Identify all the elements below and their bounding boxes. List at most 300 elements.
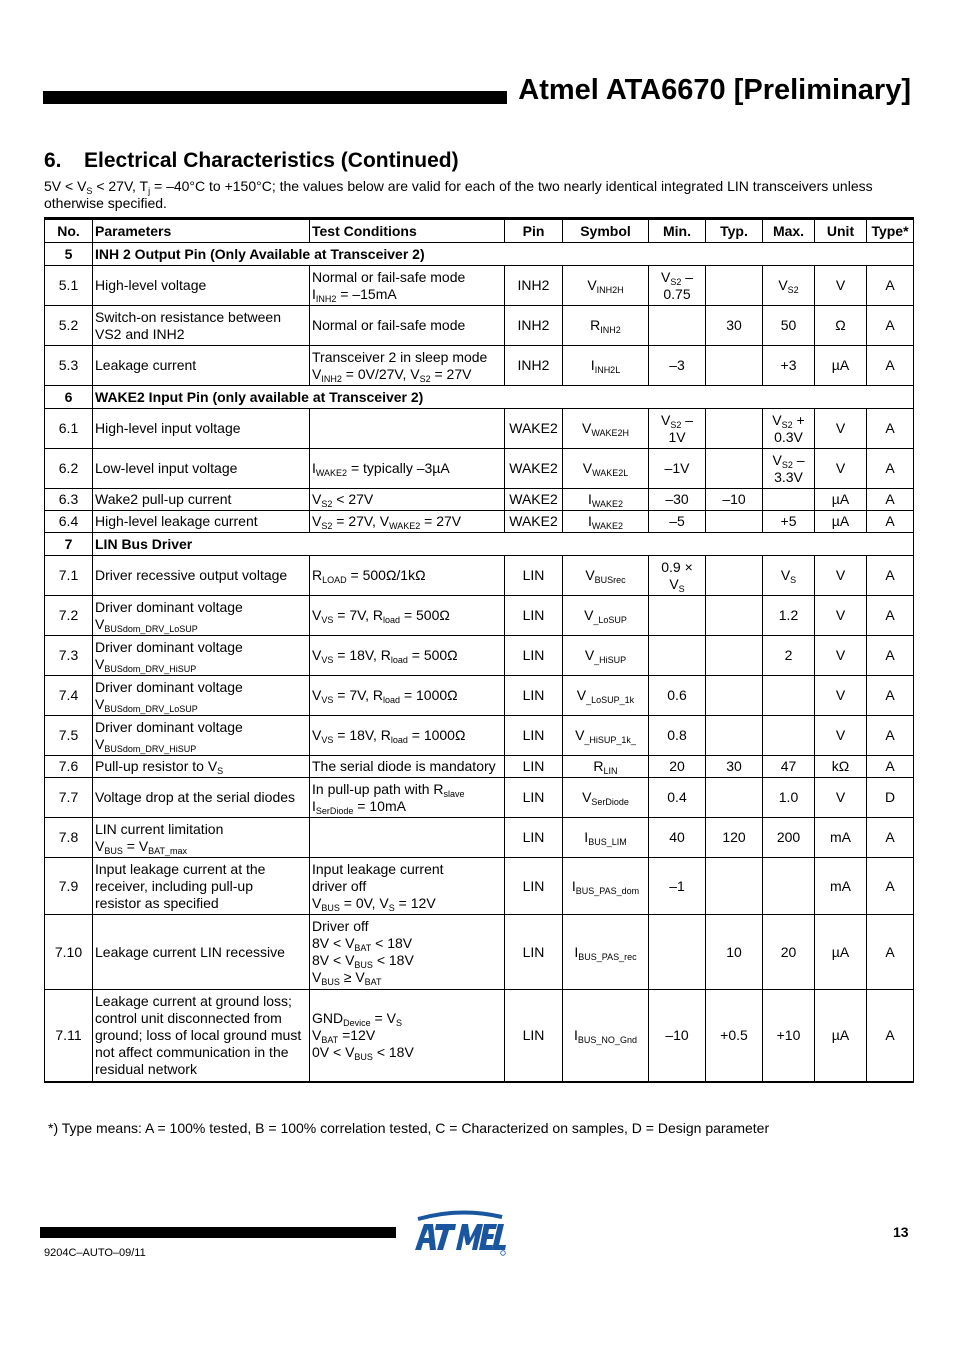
text-segment: I xyxy=(574,1026,578,1043)
subscript: S xyxy=(217,766,224,776)
cell-test-conditions xyxy=(310,716,505,756)
cell-line xyxy=(312,1044,502,1061)
cell-test-conditions xyxy=(310,915,505,990)
subscript: BUSdom_DRV_LoSUP xyxy=(104,703,198,714)
cell-line xyxy=(565,878,646,895)
text-segment: –1V xyxy=(664,460,690,476)
text-segment: 0V < V xyxy=(312,1043,355,1060)
subscript: INH2 xyxy=(315,293,337,304)
cell-parameter xyxy=(93,556,310,596)
text-segment: VS2 and INH2 xyxy=(95,325,185,342)
cell-line xyxy=(565,460,646,477)
subscript: WAKE2 xyxy=(389,521,421,531)
cell-pin: LIN xyxy=(505,818,563,858)
cell-unit: µA xyxy=(815,489,867,511)
cell-line xyxy=(312,1027,502,1044)
cell-parameter xyxy=(93,990,310,1082)
cell-parameter xyxy=(93,449,310,489)
cell-pin: LIN xyxy=(505,756,563,778)
cell-symbol xyxy=(563,596,649,636)
cell-max xyxy=(763,556,815,596)
cell-no: 7.3 xyxy=(45,636,93,676)
cell-line xyxy=(651,429,703,446)
cell-unit: µA xyxy=(815,511,867,533)
text-segment: V xyxy=(575,727,585,743)
text-segment: 2 xyxy=(784,647,793,663)
cell-test-conditions xyxy=(310,818,505,858)
subscript: S2 xyxy=(670,419,682,430)
cell-line xyxy=(565,491,646,508)
section-title-cell: LIN Bus Driver xyxy=(93,533,914,556)
cell-min xyxy=(649,990,706,1082)
cell-max xyxy=(763,915,815,990)
cell-line xyxy=(765,452,812,469)
cell-symbol xyxy=(563,756,649,778)
cell-parameter xyxy=(93,511,310,533)
text-segment: Normal or fail-safe mode xyxy=(312,268,466,285)
text-segment: Leakage current LIN recessive xyxy=(95,943,285,960)
page-number: 13 xyxy=(893,1224,909,1240)
header-rule xyxy=(43,91,507,104)
text-segment: 0.75 xyxy=(663,285,691,302)
cell-line xyxy=(565,758,646,775)
cell-symbol xyxy=(563,676,649,716)
subscript: load xyxy=(390,735,408,745)
table-row xyxy=(45,306,914,346)
cell-no: 7.5 xyxy=(45,716,93,756)
section-number-cell: 6 xyxy=(45,386,93,409)
type-footnote: *) Type means: A = 100% tested, B = 100% correlation tested, C = Characterized on samples, D = Design parameter xyxy=(48,1120,770,1136)
subscript: S2 xyxy=(781,459,793,470)
subscript: SerDiode xyxy=(591,797,629,807)
col-header-unit: Unit xyxy=(815,219,867,243)
text-segment: < 18V xyxy=(372,952,414,968)
cell-line xyxy=(765,357,812,374)
cell-typ xyxy=(706,346,763,386)
cell-max xyxy=(763,409,815,449)
cell-line xyxy=(651,559,703,576)
cell-line xyxy=(565,357,646,374)
cell-parameter xyxy=(93,346,310,386)
text-segment: I xyxy=(587,513,592,529)
text-segment: –10 xyxy=(722,491,746,507)
cell-min xyxy=(649,778,706,818)
cell-line xyxy=(765,607,812,624)
cell-test-conditions xyxy=(310,596,505,636)
cell-no: 7.8 xyxy=(45,818,93,858)
cell-unit: µA xyxy=(815,990,867,1082)
text-segment: < 18V xyxy=(371,935,413,951)
cell-line xyxy=(95,1010,307,1027)
text-segment: V xyxy=(95,735,105,752)
cell-line xyxy=(95,567,307,584)
cell-max xyxy=(763,511,815,533)
cell-line xyxy=(95,357,307,374)
cell-parameter xyxy=(93,266,310,306)
cell-unit: µA xyxy=(815,346,867,386)
text-segment: V xyxy=(312,687,322,703)
text-segment: R xyxy=(593,758,604,774)
subscript: slave xyxy=(443,788,465,799)
text-segment: GND xyxy=(312,1009,344,1026)
cell-line xyxy=(312,727,502,744)
text-segment: 30 xyxy=(726,758,742,774)
text-segment: Normal or fail-safe mode xyxy=(312,317,466,333)
cell-parameter xyxy=(93,818,310,858)
text-segment: I xyxy=(590,357,595,373)
text-segment: V xyxy=(576,687,587,703)
cell-line xyxy=(95,616,307,633)
subscript: load xyxy=(390,655,408,665)
text-segment: I xyxy=(587,491,592,507)
cell-max xyxy=(763,266,815,306)
cell-line xyxy=(565,687,646,704)
text-segment: +3 xyxy=(780,357,797,373)
cell-min xyxy=(649,915,706,990)
table-row xyxy=(45,596,914,636)
text-segment: + xyxy=(792,411,805,428)
cell-max xyxy=(763,346,815,386)
cell-unit: kΩ xyxy=(815,756,867,778)
text-segment: 8V < V xyxy=(312,935,355,951)
cell-type: A xyxy=(867,915,914,990)
text-segment: 120 xyxy=(722,829,746,845)
subscript: VS xyxy=(321,695,334,705)
subscript: LOAD xyxy=(322,575,347,585)
electrical-characteristics-table xyxy=(44,217,914,1083)
text-segment: V xyxy=(581,420,592,436)
text-segment: High-level voltage xyxy=(95,277,207,293)
cell-line xyxy=(312,349,502,366)
cell-line xyxy=(95,758,307,775)
table-row xyxy=(45,346,914,386)
atmel-logo xyxy=(412,1210,508,1256)
text-segment: = 500Ω xyxy=(407,647,458,663)
text-segment: In pull-up path with R xyxy=(312,780,444,797)
subscript: S xyxy=(388,902,395,913)
text-segment: Driver dominant voltage xyxy=(95,598,243,615)
cell-typ xyxy=(706,489,763,511)
cell-type: A xyxy=(867,449,914,489)
text-segment: V xyxy=(660,411,671,428)
text-segment: Low-level input voltage xyxy=(95,460,238,476)
cell-symbol xyxy=(563,858,649,915)
text-segment: –10 xyxy=(665,1026,689,1043)
cell-test-conditions xyxy=(310,409,505,449)
table-row xyxy=(45,858,914,915)
cell-line xyxy=(651,412,703,429)
text-segment: V xyxy=(312,491,322,507)
subscript: S2 xyxy=(670,276,682,287)
cell-min xyxy=(649,511,706,533)
col-header-typ: Typ. xyxy=(706,219,763,243)
section-title-cell: INH 2 Output Pin (Only Available at Transceiver 2) xyxy=(93,243,914,266)
cell-typ xyxy=(706,449,763,489)
text-segment: = V xyxy=(370,1009,396,1026)
cell-parameter xyxy=(93,716,310,756)
text-segment: V xyxy=(95,615,105,632)
cell-type: A xyxy=(867,306,914,346)
text-segment: = 7V, R xyxy=(333,687,384,703)
cell-test-conditions xyxy=(310,489,505,511)
text-segment: 50 xyxy=(780,317,797,333)
subscript: SerDiode xyxy=(315,805,354,816)
text-segment: 5V < V xyxy=(44,178,87,194)
text-segment: High-level input voltage xyxy=(95,420,241,436)
cell-max xyxy=(763,636,815,676)
cell-min xyxy=(649,858,706,915)
cell-pin: LIN xyxy=(505,858,563,915)
cell-min xyxy=(649,306,706,346)
cell-line xyxy=(312,513,502,530)
text-segment: +0.5 xyxy=(720,1026,748,1043)
cell-max xyxy=(763,756,815,778)
cell-line xyxy=(765,758,812,775)
text-segment: V xyxy=(312,513,322,529)
text-segment: – xyxy=(681,268,694,285)
subscript: INH2 xyxy=(321,373,342,384)
cell-type: A xyxy=(867,266,914,306)
text-segment: V xyxy=(669,575,679,592)
cell-pin: INH2 xyxy=(505,346,563,386)
cell-min xyxy=(649,756,706,778)
col-header-min: Min. xyxy=(649,219,706,243)
subscript: S2 xyxy=(321,499,333,509)
cell-line xyxy=(95,696,307,713)
text-segment: residual network xyxy=(95,1060,197,1077)
section-number-cell: 5 xyxy=(45,243,93,266)
text-segment: V xyxy=(95,655,105,672)
cell-test-conditions xyxy=(310,556,505,596)
footer-rule xyxy=(40,1227,396,1238)
text-segment: = 7V, R xyxy=(333,607,384,623)
cell-line xyxy=(312,491,502,508)
cell-parameter xyxy=(93,636,310,676)
table-row xyxy=(45,756,914,778)
cell-line xyxy=(765,469,812,486)
cell-typ xyxy=(706,636,763,676)
subscript: BUSdom_DRV_HiSUP xyxy=(104,743,197,754)
subscript: BAT_max xyxy=(148,845,187,856)
cell-min xyxy=(649,346,706,386)
text-segment: V xyxy=(312,365,322,382)
cell-line xyxy=(312,895,502,912)
cell-typ xyxy=(706,915,763,990)
cell-line xyxy=(95,277,307,294)
cell-test-conditions xyxy=(310,778,505,818)
text-segment: 1.0 xyxy=(778,789,799,805)
cell-line xyxy=(565,789,646,806)
col-header-test-conditions: Test Conditions xyxy=(310,219,505,243)
cell-line xyxy=(765,429,812,446)
cell-no: 5.2 xyxy=(45,306,93,346)
text-segment: Voltage drop at the serial diodes xyxy=(95,789,296,805)
cell-line xyxy=(565,567,646,584)
cell-line xyxy=(651,460,703,477)
cell-pin: LIN xyxy=(505,556,563,596)
cell-line xyxy=(565,944,646,961)
cell-type: A xyxy=(867,511,914,533)
cell-line xyxy=(312,1010,502,1027)
cell-parameter xyxy=(93,778,310,818)
cell-pin: INH2 xyxy=(505,306,563,346)
cell-line xyxy=(565,1027,646,1044)
cell-line xyxy=(708,491,760,508)
text-segment: resistor as specified xyxy=(95,894,219,911)
text-segment: 200 xyxy=(776,829,801,845)
cell-line xyxy=(95,1044,307,1061)
cell-line xyxy=(95,821,307,838)
cell-line xyxy=(95,878,307,895)
cell-line xyxy=(565,647,646,664)
cell-line xyxy=(651,1027,703,1044)
text-segment: Pull-up resistor to V xyxy=(95,758,218,774)
cell-min xyxy=(649,636,706,676)
cell-line xyxy=(95,513,307,530)
subscript: WAKE2 xyxy=(591,521,624,531)
subscript: S xyxy=(678,583,685,594)
cell-type: A xyxy=(867,596,914,636)
cell-symbol xyxy=(563,716,649,756)
cell-line xyxy=(95,838,307,855)
cell-line xyxy=(312,781,502,798)
cell-unit: mA xyxy=(815,818,867,858)
text-segment: = 27V xyxy=(420,513,462,529)
text-segment: +5 xyxy=(780,513,797,529)
text-segment: I xyxy=(312,460,316,476)
text-segment: Wake2 pull-up current xyxy=(95,491,232,507)
text-segment: – xyxy=(792,451,805,468)
subscript: S xyxy=(790,575,797,585)
text-segment: driver off xyxy=(312,877,367,894)
cell-line xyxy=(95,1061,307,1078)
cell-type: D xyxy=(867,778,914,818)
text-segment: = –15mA xyxy=(336,285,397,302)
subscript: BAT xyxy=(354,943,372,953)
text-segment: = 0V, V xyxy=(339,894,389,911)
cell-line xyxy=(651,357,703,374)
cell-min xyxy=(649,489,706,511)
cell-line xyxy=(708,1027,760,1044)
cell-line xyxy=(95,944,307,961)
cell-no: 7.11 xyxy=(45,990,93,1082)
cell-min xyxy=(649,716,706,756)
cell-parameter xyxy=(93,596,310,636)
col-header-no: No. xyxy=(45,219,93,243)
cell-line xyxy=(312,878,502,895)
subscript: BUS xyxy=(321,902,340,913)
cell-pin: INH2 xyxy=(505,266,563,306)
cell-pin: WAKE2 xyxy=(505,449,563,489)
cell-line xyxy=(95,789,307,806)
subscript: BUS_PAS_dom xyxy=(575,885,640,896)
subscript: BUS_PAS_rec xyxy=(578,951,637,962)
text-segment: Leakage current xyxy=(95,357,197,373)
text-segment: R xyxy=(590,317,601,333)
cell-symbol xyxy=(563,511,649,533)
cell-max xyxy=(763,449,815,489)
page-title: Atmel ATA6670 [Preliminary] xyxy=(518,74,911,106)
subscript: INH2L xyxy=(594,365,621,375)
cell-line xyxy=(95,679,307,696)
text-segment: V xyxy=(778,277,788,293)
col-header-parameters: Parameters xyxy=(93,219,310,243)
section-number: 6. xyxy=(44,149,62,172)
cell-symbol xyxy=(563,409,649,449)
cell-line xyxy=(765,513,812,530)
cell-line xyxy=(95,895,307,912)
text-segment: Driver dominant voltage xyxy=(95,638,243,655)
cell-line xyxy=(95,420,307,437)
cell-max xyxy=(763,489,815,511)
cell-typ xyxy=(706,596,763,636)
cell-pin: LIN xyxy=(505,676,563,716)
cell-test-conditions xyxy=(310,756,505,778)
cell-type: A xyxy=(867,636,914,676)
cell-no: 5.3 xyxy=(45,346,93,386)
cell-line xyxy=(95,309,307,326)
text-segment: V xyxy=(587,277,597,293)
table-row xyxy=(45,556,914,596)
table-row xyxy=(45,818,914,858)
cell-line xyxy=(765,944,812,961)
cell-typ xyxy=(706,818,763,858)
cell-no: 7.7 xyxy=(45,778,93,818)
cell-line xyxy=(95,1027,307,1044)
cell-pin: WAKE2 xyxy=(505,489,563,511)
cell-line xyxy=(765,317,812,334)
text-segment: = 18V, R xyxy=(333,647,391,663)
text-segment: control unit disconnected from xyxy=(95,1009,282,1026)
text-segment: 0.3V xyxy=(774,428,803,445)
cell-no: 5.1 xyxy=(45,266,93,306)
text-segment: V xyxy=(312,727,322,743)
cell-min xyxy=(649,676,706,716)
cell-line xyxy=(312,317,502,334)
text-segment: Input leakage current xyxy=(312,860,444,877)
text-segment: I xyxy=(574,943,579,960)
subscript: WAKE2 xyxy=(591,499,624,509)
cell-line xyxy=(312,269,502,286)
cell-line xyxy=(312,286,502,303)
cell-line xyxy=(651,491,703,508)
text-segment: = 10mA xyxy=(353,797,406,814)
subscript: S2 xyxy=(787,285,799,295)
subscript: BUS xyxy=(104,845,123,856)
section-heading xyxy=(44,149,459,173)
cell-type: A xyxy=(867,409,914,449)
subscript: BUSdom_DRV_HiSUP xyxy=(104,663,197,674)
cell-min xyxy=(649,266,706,306)
cell-line xyxy=(312,935,502,952)
text-segment: < 27V xyxy=(332,491,374,507)
cell-typ xyxy=(706,756,763,778)
text-segment: V xyxy=(582,460,593,476)
table-body xyxy=(45,243,914,1082)
text-segment: V xyxy=(582,789,592,805)
cell-min xyxy=(649,449,706,489)
cell-no: 6.2 xyxy=(45,449,93,489)
text-segment: = 27V xyxy=(430,365,472,382)
text-segment: I xyxy=(312,797,316,814)
subscript: VS xyxy=(321,615,334,625)
cell-type: A xyxy=(867,489,914,511)
text-segment: Driver recessive output voltage xyxy=(95,567,288,583)
cell-min xyxy=(649,409,706,449)
cell-type: A xyxy=(867,756,914,778)
cell-line xyxy=(95,861,307,878)
cell-test-conditions xyxy=(310,266,505,306)
